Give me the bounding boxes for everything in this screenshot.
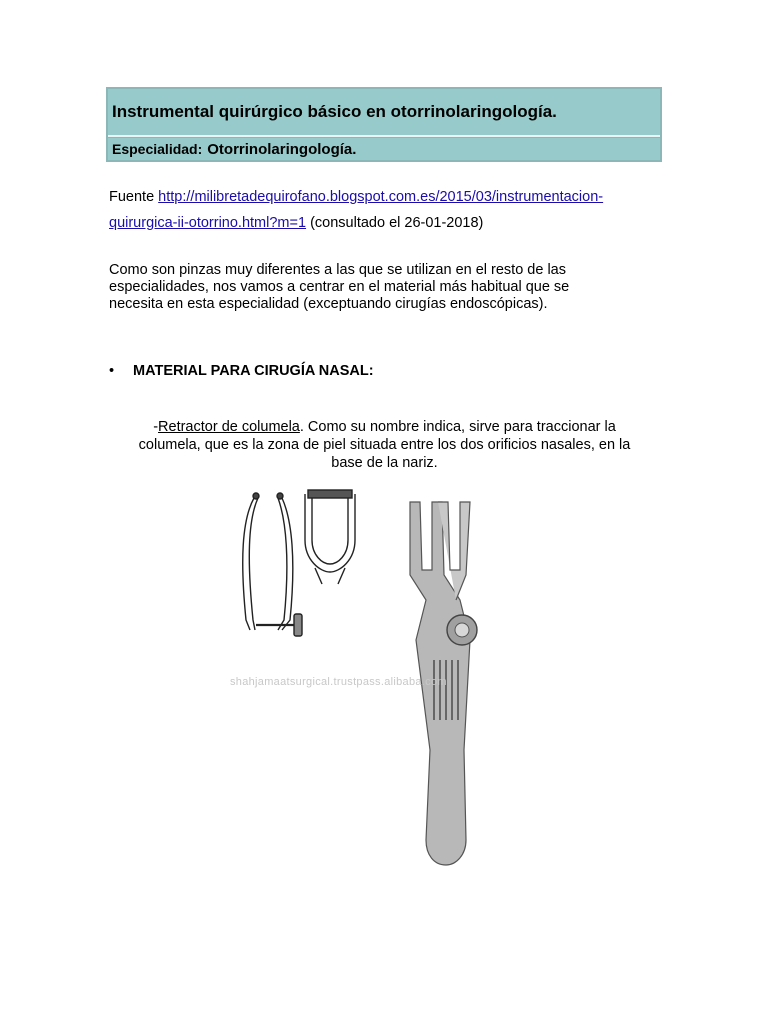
page-title: Instrumental quirúrgico básico en otorrinolaringología. — [108, 89, 660, 137]
intro-line: especialidades, nos vamos a centrar en el material más habitual que se — [109, 279, 570, 295]
columella-retractor-figure — [220, 480, 520, 880]
header-table — [106, 87, 662, 162]
item-desc-text: . Como su nombre indica, sirve para traccionar la — [299, 419, 616, 435]
source-link-part1[interactable]: http://milibretadequirofano.blogspot.com.es/2015/03/instrumentacion- — [158, 189, 604, 205]
item-dash: - — [153, 419, 159, 435]
specialty-label: Especialidad: — [112, 141, 203, 157]
source-consulted: (consultado el 26-01-2018) — [306, 215, 484, 231]
image-watermark: shahjamaatsurgical.trustpass.alibaba.com — [230, 676, 447, 688]
specialty-value: Otorrinolaringología. — [207, 140, 357, 158]
item-description — [112, 418, 657, 472]
section-heading-text: MATERIAL PARA CIRUGÍA NASAL: — [133, 363, 374, 379]
source-prefix: Fuente — [109, 189, 159, 205]
specialty-row — [108, 137, 660, 160]
item-name: Retractor de columela — [158, 419, 300, 435]
item-desc-line: columela, que es la zona de piel situada entre los dos orificios nasales, en la — [138, 437, 631, 453]
intro-line: Como son pinzas muy diferentes a las que se utilizan en el resto de las — [109, 262, 566, 278]
intro-paragraph — [109, 262, 629, 313]
intro-line: necesita en esta especialidad (exceptuando cirugías endoscópicas). — [109, 296, 548, 312]
section-heading — [109, 363, 374, 379]
retractor-line-drawing — [243, 490, 355, 636]
source-link-part2[interactable]: quirurgica-ii-otorrino.html?m=1 — [109, 215, 307, 231]
bullet-icon: • — [109, 363, 115, 379]
item-desc-line: base de la nariz. — [331, 455, 438, 471]
source-paragraph — [109, 184, 669, 236]
